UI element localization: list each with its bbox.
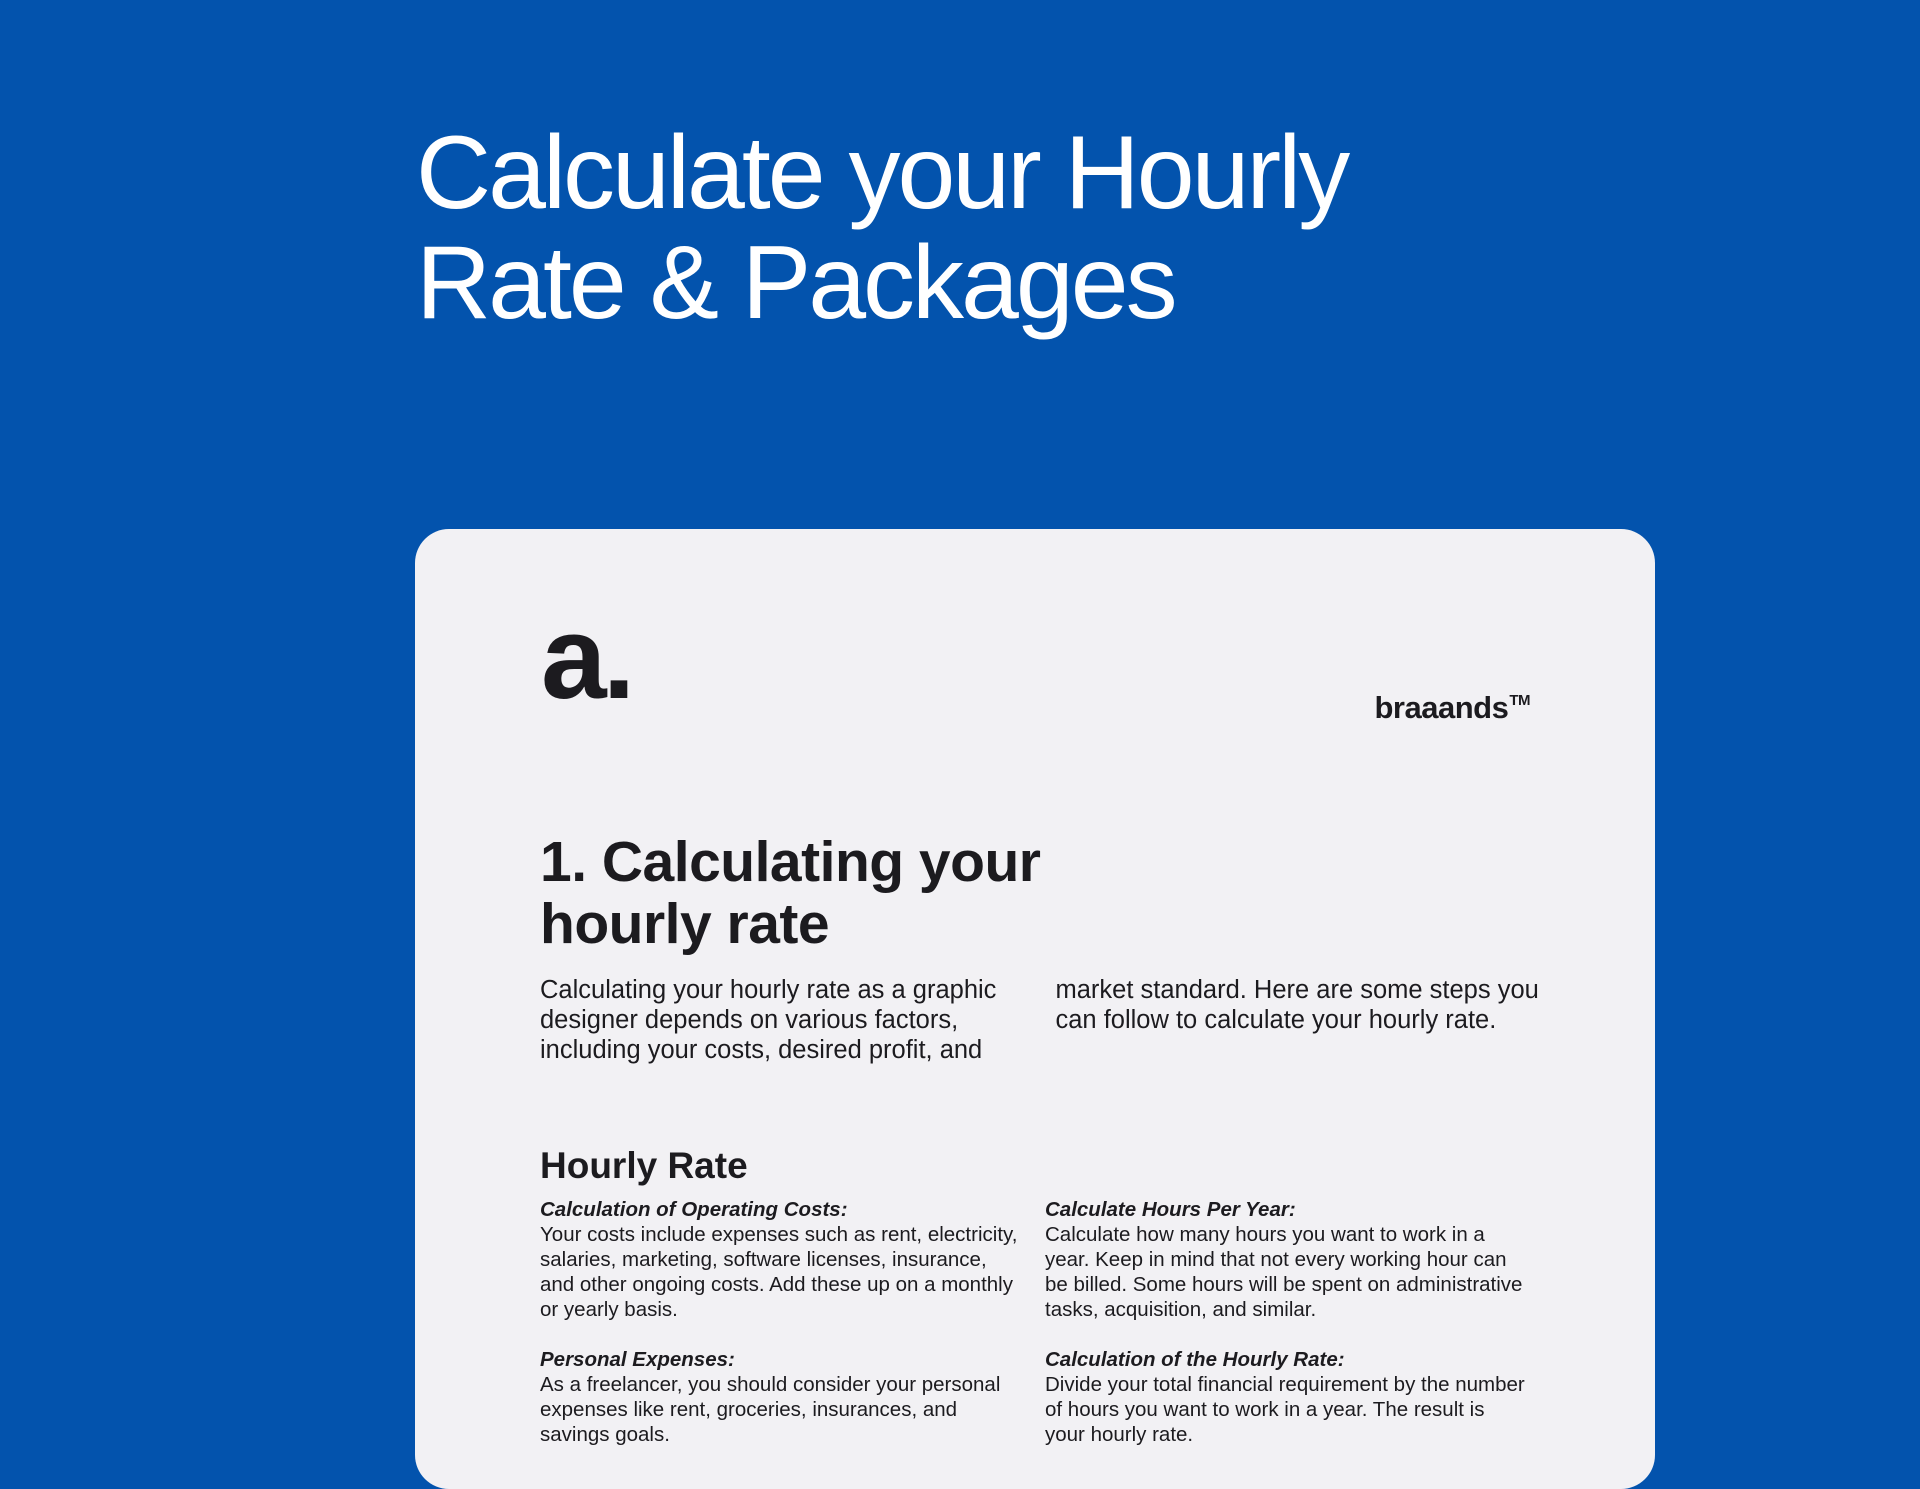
intro-paragraph: Calculating your hourly rate as a graphic designer depends on various factors, including your costs, desired profit, and market standard. Here are some steps you can follow to calculate your hourly rate. [540, 976, 1539, 1064]
section-title-line-1: 1. Calculating your [540, 830, 1041, 894]
section-title-line-2: hourly rate [540, 892, 830, 956]
brand-name: braaands [1374, 690, 1509, 725]
hero-title-line-1: Calculate your Hourly [416, 115, 1348, 231]
block-body: Divide your total financial requirement by the number of hours you want to work in a year. The result is your hourly rate. [1045, 1373, 1525, 1446]
section-title [540, 831, 1040, 955]
info-block-operating-costs [540, 1197, 1025, 1322]
block-body: As a freelancer, you should consider your personal expenses like rent, groceries, insurances, and savings goals. [540, 1373, 1001, 1446]
block-heading: Calculation of the Hourly Rate: [1045, 1348, 1345, 1371]
left-column [540, 1197, 1025, 1472]
block-body: Your costs include expenses such as rent, electricity, salaries, marketing, software licenses, insurance, and other ongoing costs. Add these up on a monthly or yearly basis. [540, 1223, 1018, 1321]
block-heading: Personal Expenses: [540, 1348, 735, 1371]
block-body: Calculate how many hours you want to work in a year. Keep in mind that not every working hour can be billed. Some hours will be spent on administrative tasks, acquisition, and similar. [1045, 1223, 1523, 1321]
info-block-hourly-rate [1045, 1347, 1530, 1447]
subsection-title: Hourly Rate [540, 1145, 748, 1186]
trademark-mark: TM [1509, 692, 1530, 709]
block-heading: Calculation of Operating Costs: [540, 1198, 848, 1221]
right-column [1045, 1197, 1530, 1472]
info-block-hours-per-year [1045, 1197, 1530, 1322]
hero-title [416, 115, 1348, 341]
info-block-personal-expenses [540, 1347, 1025, 1447]
hero-title-line-2: Rate & Packages [416, 225, 1175, 341]
block-heading: Calculate Hours Per Year: [1045, 1198, 1296, 1221]
logo-mark: a. [541, 592, 632, 724]
document-card [415, 529, 1655, 1489]
brand-logo [1374, 690, 1530, 726]
